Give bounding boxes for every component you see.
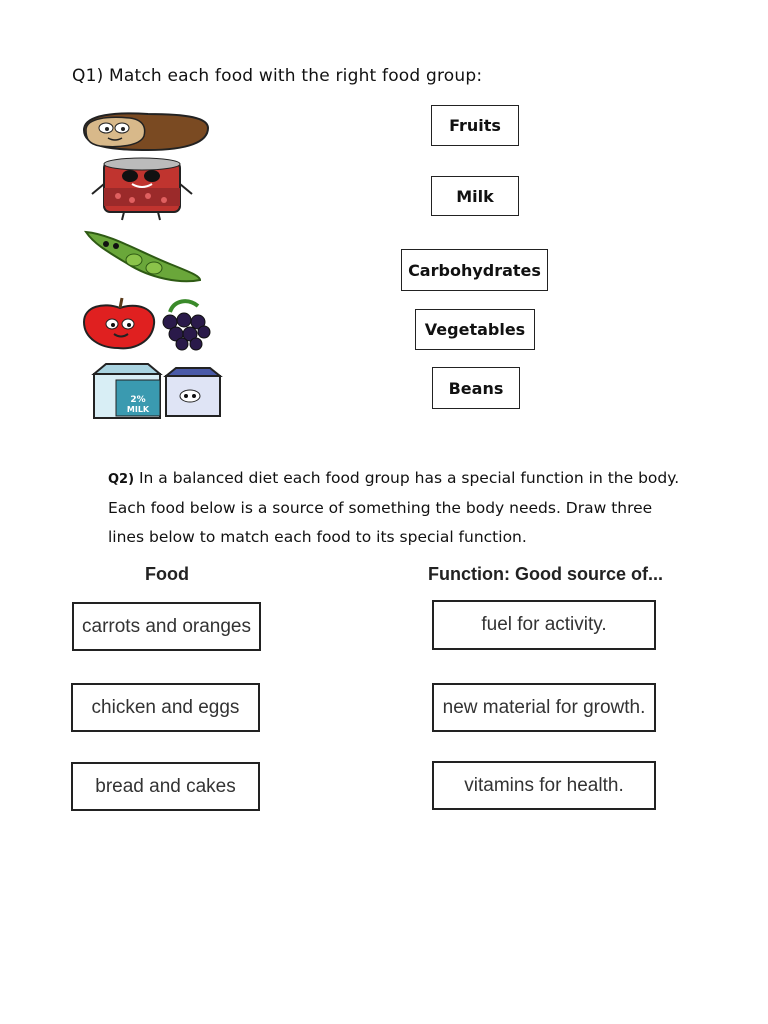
function-box-vitamins[interactable]: vitamins for health. bbox=[432, 761, 656, 810]
milk-cartons-character-icon bbox=[86, 362, 236, 422]
food-box-chicken-and-eggs[interactable]: chicken and eggs bbox=[71, 683, 260, 732]
svg-text:2%: 2% bbox=[130, 395, 146, 405]
bread-character-icon bbox=[78, 106, 212, 154]
group-box-carbohydrates[interactable]: Carbohydrates bbox=[401, 249, 548, 291]
q1-title: Q1) Match each food with the right food group: bbox=[72, 66, 483, 86]
function-box-growth[interactable]: new material for growth. bbox=[432, 683, 656, 732]
function-column-header: Function: Good source of... bbox=[428, 564, 663, 584]
apple-and-blackberries-character-icon bbox=[74, 294, 226, 354]
group-box-fruits[interactable]: Fruits bbox=[431, 105, 519, 146]
pea-pod-character-icon bbox=[80, 224, 206, 290]
q2-label: Q2) bbox=[108, 472, 135, 487]
group-box-beans[interactable]: Beans bbox=[432, 367, 520, 409]
food-box-bread-and-cakes[interactable]: bread and cakes bbox=[71, 762, 260, 811]
q2-instruction-text: In a balanced diet each food group has a special function in the body. Each food below is a source of something the body needs. Draw three lines below to match each food to its special function. bbox=[108, 469, 680, 546]
svg-text:MILK: MILK bbox=[126, 405, 150, 414]
canned-beans-character-icon bbox=[88, 156, 196, 222]
q2-instructions bbox=[108, 464, 688, 552]
function-box-fuel[interactable]: fuel for activity. bbox=[432, 600, 656, 650]
group-box-milk[interactable]: Milk bbox=[431, 176, 519, 216]
group-box-vegetables[interactable]: Vegetables bbox=[415, 309, 535, 350]
food-column-header: Food bbox=[145, 564, 189, 584]
food-box-carrots-and-oranges[interactable]: carrots and oranges bbox=[72, 602, 261, 651]
